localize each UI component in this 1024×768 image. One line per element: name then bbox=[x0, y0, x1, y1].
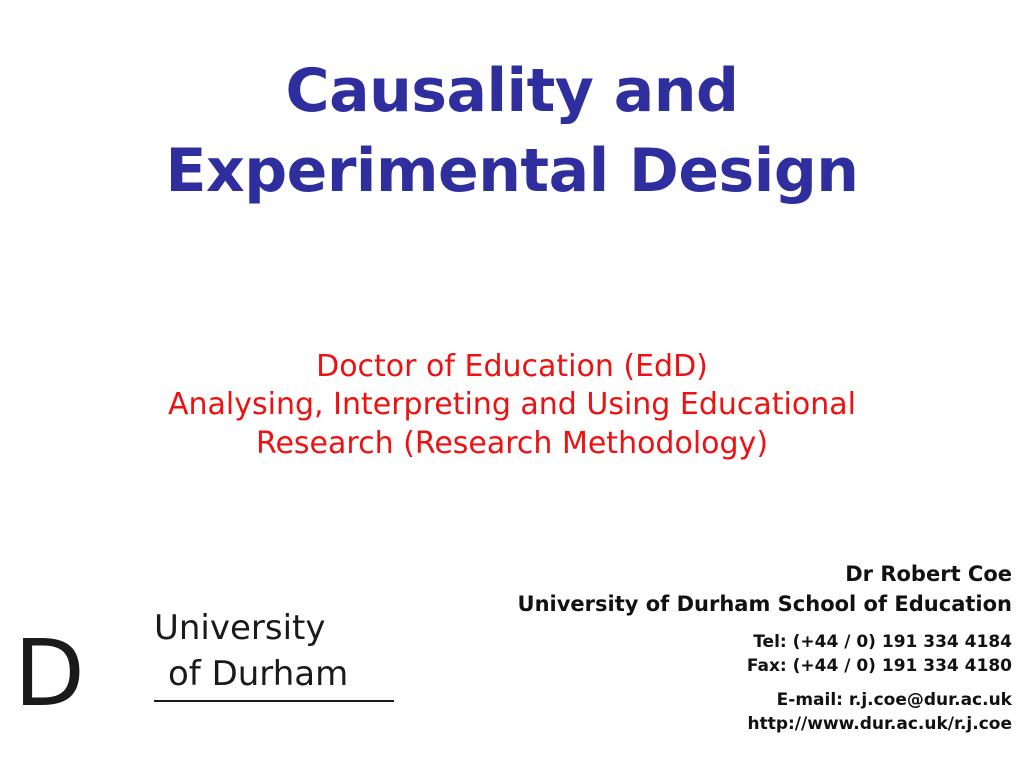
contact-telephone: Tel: (+44 / 0) 191 334 4184 bbox=[753, 631, 1012, 652]
slide-subtitle bbox=[70, 348, 954, 463]
contact-name: Dr Robert Coe bbox=[845, 562, 1012, 586]
logo-underline bbox=[154, 700, 394, 702]
slide-title bbox=[60, 52, 964, 212]
university-of-durham-logo bbox=[14, 600, 414, 727]
contact-organisation: University of Durham School of Education bbox=[517, 591, 1012, 616]
contact-spacer-1 bbox=[412, 620, 1012, 630]
logo-text bbox=[154, 606, 348, 698]
contact-fax: Fax: (+44 / 0) 191 334 4180 bbox=[746, 655, 1012, 676]
durham-monogram-icon: D bbox=[14, 620, 85, 727]
contact-spacer-2 bbox=[412, 678, 1012, 688]
logo-text-line-1: University bbox=[154, 608, 326, 648]
contact-website[interactable]: http://www.dur.ac.uk/r.j.coe bbox=[747, 714, 1012, 734]
slide-title-line-2: Experimental Design bbox=[165, 135, 859, 206]
subtitle-line-2: Analysing, Interpreting and Using Educational bbox=[168, 387, 856, 423]
subtitle-line-1: Doctor of Education (EdD) bbox=[316, 349, 708, 384]
slide-title-line-1: Causality and bbox=[285, 56, 739, 126]
subtitle-line-3: Research (Research Methodology) bbox=[255, 425, 769, 461]
contact-email[interactable]: E-mail: r.j.coe@dur.ac.uk bbox=[776, 689, 1012, 710]
logo-text-line-2: of Durham bbox=[168, 653, 349, 694]
contact-block bbox=[412, 560, 1012, 736]
